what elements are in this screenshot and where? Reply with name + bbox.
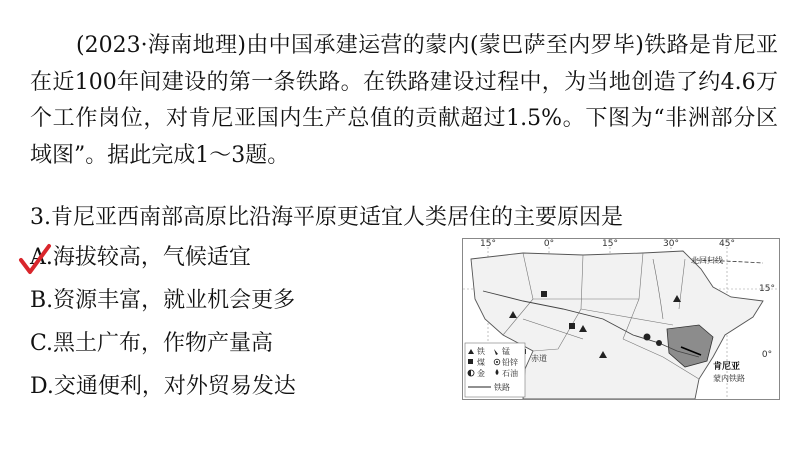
lat-label-15n: 15°: [759, 284, 775, 294]
legend-railway: 铁路: [494, 383, 510, 392]
option-a-text: 海拔较高，气候适宜: [52, 245, 251, 270]
question-stem: [30, 28, 778, 174]
option-d[interactable]: [30, 369, 296, 405]
option-a[interactable]: [30, 240, 251, 276]
lon-label-0: 0°: [543, 239, 555, 249]
legend-lead-zinc: 铅锌: [502, 358, 518, 367]
kenya-label: 肯尼亚: [713, 362, 741, 372]
question-prompt: 3.肯尼亚西南部高原比沿海平原更适宜人类居住的主要原因是: [30, 205, 623, 230]
legend-oil: 石油: [502, 369, 518, 378]
option-a-letter: A.: [30, 245, 53, 270]
lon-label-30e: 30°: [663, 239, 679, 249]
option-c-letter: C.: [30, 331, 54, 356]
option-d-letter: D.: [30, 374, 54, 399]
africa-map-svg: [463, 239, 779, 399]
lon-label-15w: 15°: [480, 239, 496, 249]
legend-coal: 煤: [477, 358, 485, 367]
option-b-letter: B.: [30, 288, 54, 313]
map-legend: [465, 343, 525, 397]
lon-label-15e: 15°: [602, 239, 618, 249]
legend-iron: 铁: [477, 347, 485, 356]
option-d-text: 交通便利，对外贸易发达: [53, 374, 296, 399]
question-stem-text: 由中国承建运营的蒙内(蒙巴萨至内罗毕)铁路是肯尼亚在近100年间建设的第一条铁路。在铁路建设过程中，为当地创造了约4.6万个工作岗位，对肯尼亚国内生产总值的贡献超过1.5%。下图为“非洲部分区域图”。据此完成1～3题。: [30, 33, 778, 168]
checkmark-icon: [18, 243, 52, 277]
legend-manganese: 锰: [502, 347, 510, 356]
africa-map: [462, 238, 780, 400]
lat-label-0: 0°: [761, 350, 773, 360]
lon-label-45e: 45°: [719, 239, 735, 249]
legend-gold: 金: [477, 369, 485, 378]
option-c[interactable]: [30, 326, 273, 362]
option-c-text: 黑土广布，作物产量高: [53, 331, 274, 356]
question-source: (2023·海南地理): [76, 33, 246, 58]
option-b-text: 资源丰富，就业机会更多: [53, 288, 296, 313]
equator-label: 赤道: [531, 354, 547, 363]
tropic-label: 北回归线: [691, 256, 723, 265]
railway-name-label: 蒙内铁路: [713, 374, 745, 383]
square-icon: [468, 359, 473, 364]
option-b[interactable]: [30, 283, 295, 319]
